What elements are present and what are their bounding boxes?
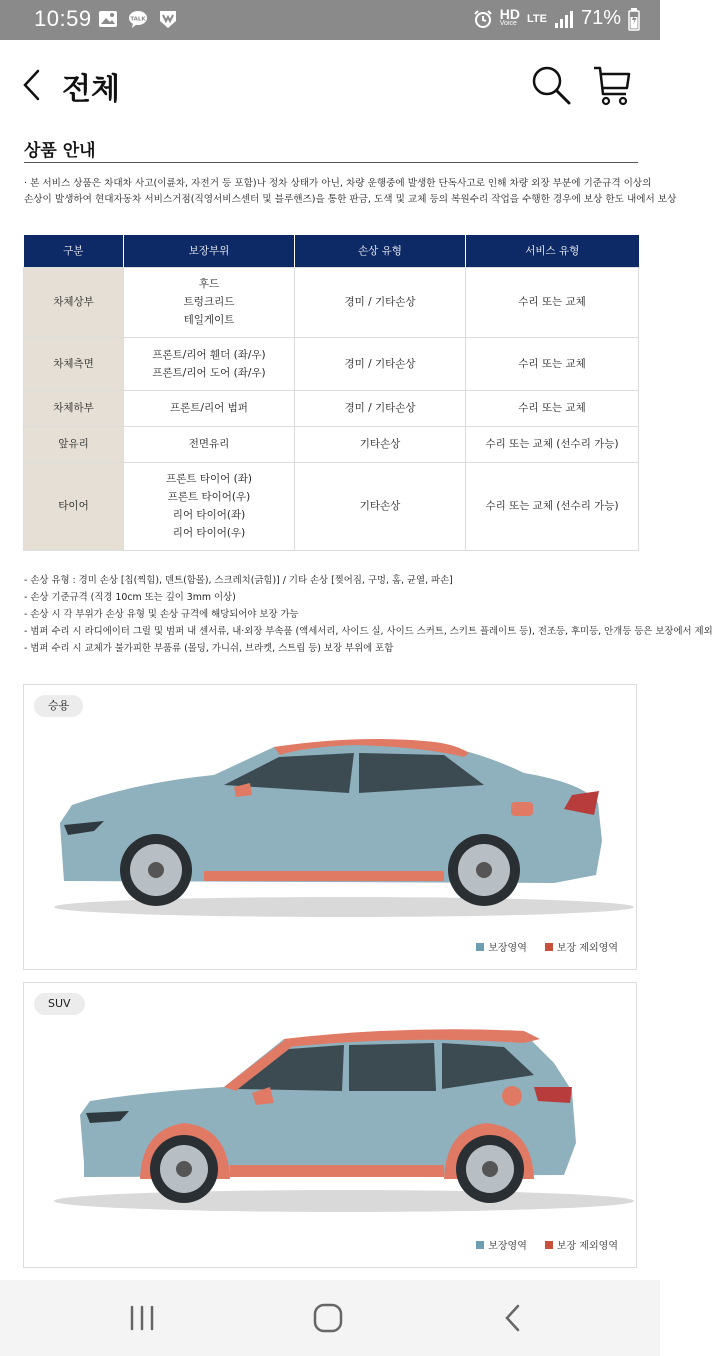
part-item: 프론트 타이어 (좌) (166, 473, 252, 485)
category-cell: 차체상부 (24, 267, 124, 337)
damage-cell: 경미 / 기타손상 (295, 267, 466, 337)
lte-label: LTE (527, 12, 547, 25)
table-header-row (24, 235, 639, 267)
service-cell: 수리 또는 교체 (466, 267, 639, 337)
column-header: 손상 유형 (295, 235, 466, 267)
column-header: 구분 (24, 235, 124, 267)
hd-voice: HD Voice (499, 5, 520, 27)
recent-apps-icon[interactable] (126, 1302, 158, 1334)
gallery-icon (98, 9, 118, 29)
maps-icon (158, 9, 178, 29)
note-item: - 손상 기준규격 (직경 10cm 또는 깊이 3mm 이상) (24, 592, 236, 603)
table-row (24, 426, 639, 462)
part-item: 프론트/리어 도어 (좌/우) (152, 366, 266, 379)
legend (476, 939, 618, 954)
category-cell: 타이어 (24, 462, 124, 550)
cart-icon[interactable] (592, 64, 632, 106)
category-cell: 앞유리 (24, 426, 124, 462)
part-item: 프론트/리어 범퍼 (170, 402, 248, 414)
note-item: - 범퍼 수리 시 교체가 불가피한 부품류 (몰딩, 가니쉬, 브라켓, 스트립 등) 보장 부위에 포함 (24, 643, 394, 654)
table-row (24, 337, 639, 390)
damage-cell: 기타손상 (295, 462, 466, 550)
note-item: - 범퍼 수리 시 라디에이터 그릴 및 범퍼 내 센서류, 내·외장 부속품 (액세서리, 사이드 실, 사이드 스커트, 스키트 플레이트 등), 전조등, 후미등, 안개등 등은 보장에서 제외 (24, 626, 713, 637)
legend-covered: 보장영역 (476, 939, 527, 954)
coverage-table (23, 235, 639, 551)
category-cell: 차체측면 (24, 337, 124, 390)
table-row (24, 462, 639, 550)
part-item: 후드 (198, 278, 220, 290)
back-icon[interactable] (498, 1302, 530, 1334)
notes-list (24, 572, 713, 657)
column-header: 서비스 유형 (466, 235, 639, 267)
search-icon[interactable] (530, 64, 572, 106)
part-item: 리어 타이어(우) (172, 527, 246, 539)
note-item: - 손상 유형 : 경미 손상 [칩(찍힘), 덴트(함몰), 스크레치(긁힘)] / 기타 손상 [찢어짐, 구멍, 홈, 균열, 파손] (24, 575, 453, 586)
home-icon[interactable] (312, 1302, 344, 1334)
table-row (24, 390, 639, 426)
service-cell: 수리 또는 교체 (선수리 가능) (466, 462, 639, 550)
parts-cell (124, 267, 295, 337)
app-header (0, 40, 660, 130)
service-cell: 수리 또는 교체 (선수리 가능) (466, 426, 639, 462)
covered-swatch (476, 1241, 484, 1249)
sedan-coverage-card (23, 684, 637, 970)
part-item: 프론트/리어 휀더 (좌/우) (152, 348, 266, 361)
battery-icon (628, 8, 640, 30)
section-divider (24, 162, 638, 163)
service-description (24, 176, 677, 208)
notification-icons (98, 9, 178, 29)
alarm-icon (473, 9, 493, 29)
note-item: - 손상 시 각 부위가 손상 유형 및 손상 규격에 해당되어야 보장 가능 (24, 609, 299, 620)
legend-excluded: 보장 제외영역 (545, 939, 618, 954)
damage-cell: 경미 / 기타손상 (295, 390, 466, 426)
status-bar (0, 0, 660, 40)
service-cell: 수리 또는 교체 (466, 390, 639, 426)
description-line: 손상이 발생하여 현대자동차 서비스거점(직영서비스센터 및 블루핸즈)을 통한 판금, 도색 및 교체 등의 복원수리 작업을 수행한 경우에 보상 한도 내에서 보상 (24, 194, 677, 205)
parts-cell (124, 426, 295, 462)
damage-cell: 기타손상 (295, 426, 466, 462)
battery-percent: 71% (580, 7, 621, 29)
legend-excluded: 보장 제외영역 (545, 1237, 618, 1252)
table-row (24, 267, 639, 337)
status-time: 10:59 (34, 6, 92, 31)
card-label-suv: SUV (34, 993, 85, 1015)
suv-coverage-card (23, 982, 637, 1268)
part-item: 트렁크리드 (183, 296, 235, 308)
excluded-swatch (545, 943, 553, 951)
excluded-swatch (545, 1241, 553, 1249)
sedan-illustration (24, 685, 638, 971)
covered-swatch (476, 943, 484, 951)
legend-covered: 보장영역 (476, 1237, 527, 1252)
column-header: 보장부위 (124, 235, 295, 267)
part-item: 프론트 타이어(우) (167, 491, 251, 503)
damage-cell: 경미 / 기타손상 (295, 337, 466, 390)
description-line: · 본 서비스 상품은 차대차 사고(이륜차, 자전거 등 포함)나 정차 상태가 아닌, 차량 운행중에 발생한 단독사고로 인해 차량 외장 부분에 기준규격 이상의 (24, 178, 652, 189)
chevron-left-icon[interactable] (20, 68, 44, 102)
talk-icon (128, 9, 148, 29)
service-cell: 수리 또는 교체 (466, 337, 639, 390)
page-title: 전체 (62, 72, 120, 107)
status-right (473, 7, 640, 30)
suv-illustration (24, 983, 638, 1269)
category-cell: 차체하부 (24, 390, 124, 426)
svg-text:TALK: TALK (130, 16, 146, 23)
parts-cell (124, 390, 295, 426)
parts-cell (124, 337, 295, 390)
signal-icon (554, 10, 574, 28)
parts-cell (124, 462, 295, 550)
part-item: 테일게이트 (183, 314, 235, 326)
section-title: 상품 안내 (24, 141, 96, 161)
part-item: 리어 타이어(좌) (172, 509, 246, 521)
legend (476, 1237, 618, 1252)
system-nav-bar (0, 1280, 660, 1356)
part-item: 전면유리 (188, 438, 230, 450)
card-label-sedan: 승용 (34, 695, 83, 717)
